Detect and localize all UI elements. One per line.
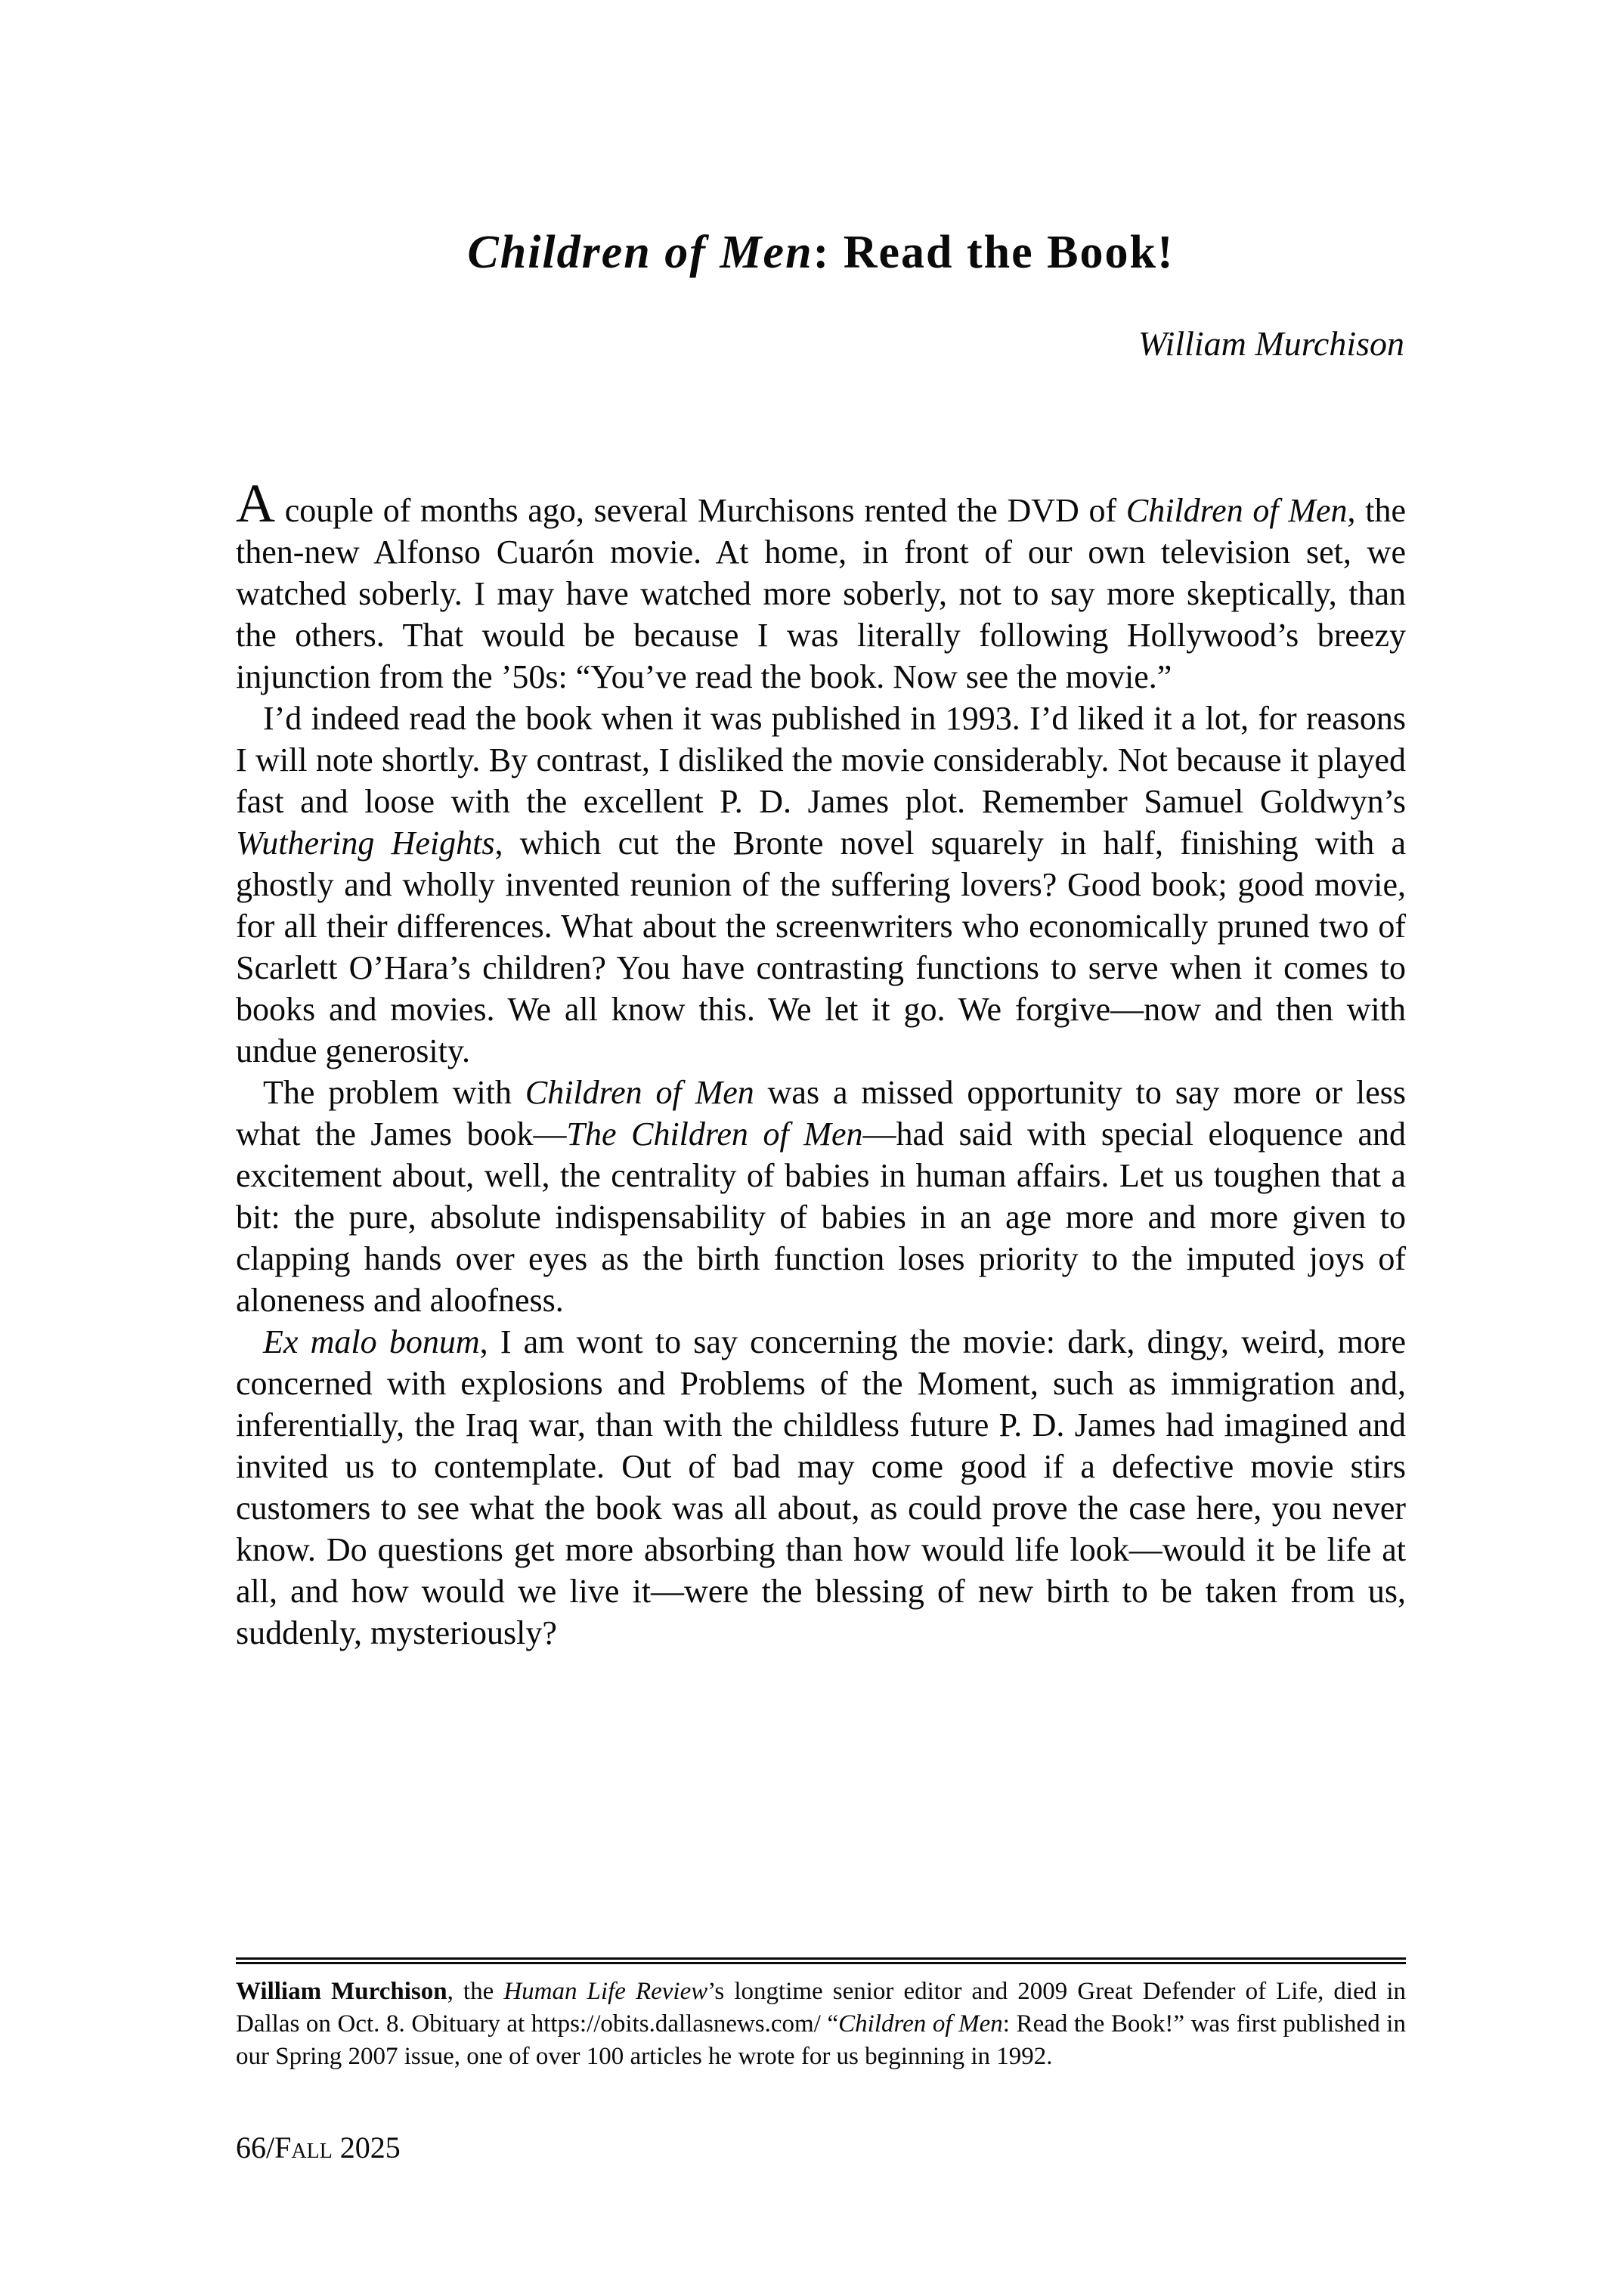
paragraph-2: I’d indeed read the book when it was published in 1993. I’d liked it a lot, for reasons I will note shortly. By contrast, I disliked the movie considerably. Not because it played fast and loose with the excellent P. D. James plot. Remember Samuel Goldwyn’s Wuthering Heights, which cut the Bronte novel squarely in half, finishing with a ghostly and wholly invented reunion of the suffering lovers? Good book; good movie, for all their differences. What about the screenwriters who economically pruned two of Scarlett O’Hara’s children? You have contrasting functions to serve when it comes to books and movies. We all know this. We let it go. We forgive—now and then with undue generosity. <box>236 700 1407 1069</box>
article-title: Children of Men: Read the Book! <box>467 227 1175 278</box>
paragraph-1: A couple of months ago, several Murchisons rented the DVD of Children of Men, the then-new Alfonso Cuarón movie. At home, in front of our own television set, we watched soberly. I may have watched more soberly, not to say more skeptically, than the others. That would be because I was literally following Hollywood’s breezy injunction from the ’50s: “You’ve read the book. Now see the movie.” <box>236 473 1406 695</box>
footnote: William Murchison, the Human Life Review’s longtime senior editor and 2009 Great Defender of Life, died in Dallas on Oct. 8. Obituary at https://obits.dallasnews.com/ “Children of Men: Read the Book!” was first published in our Spring 2007 issue, one of over 100 articles he wrote for us beginning in 1992. <box>236 1978 1406 2070</box>
article-byline: William Murchison <box>1138 324 1404 363</box>
article-body <box>236 473 1407 1654</box>
paragraph-4: Ex malo bonum, I am wont to say concerning the movie: dark, dingy, weird, more concerned with explosions and Problems of the Moment, such as immigration and, inferentially, the Iraq war, than with the childless future P. D. James had imagined and invited us to contemplate. Out of bad may come good if a defective movie stirs customers to see what the book was all about, as could prove the case here, you never know. Do questions get more absorbing than how would life look—would it be life at all, and how would we live it—were the blessing of new birth to be taken from us, suddenly, mysteriously? <box>236 1323 1406 1651</box>
page-content <box>236 0 1406 2296</box>
footnote-divider <box>236 1957 1406 1964</box>
paragraph-3: The problem with Children of Men was a missed opportunity to say more or less what the James book—The Children of Men—had said with special eloquence and excitement about, well, the centrality of babies in human affairs. Let us toughen that a bit: the pure, absolute indispensability of babies in an age more and more given to clapping hands over eyes as the birth function loses priority to the imputed joys of aloneness and aloofness. <box>236 1074 1406 1319</box>
page-number-footer: 66/Fall 2025 <box>236 2130 401 2164</box>
